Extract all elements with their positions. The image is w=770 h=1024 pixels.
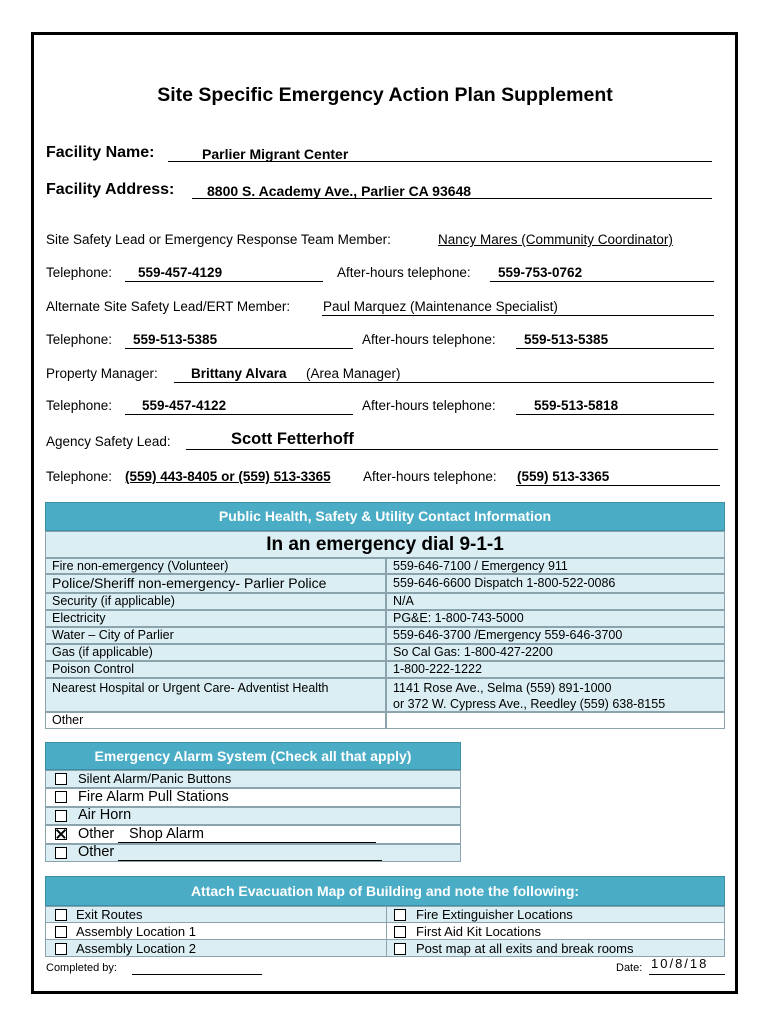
evac-header: Attach Evacuation Map of Building and note the following: (45, 876, 725, 906)
post-map-checkbox[interactable] (394, 943, 406, 955)
silent-alarm-label: Silent Alarm/Panic Buttons (78, 771, 232, 786)
contact-label-gas: Gas (if applicable) (45, 644, 386, 661)
assembly-1-checkbox[interactable] (55, 926, 67, 938)
agency-lead-label: Agency Safety Lead: (46, 434, 171, 449)
agency-tel-label: Telephone: (46, 469, 113, 484)
other-alarm-label-1: Other (78, 826, 115, 842)
contact-label-poison: Poison Control (45, 661, 386, 678)
exit-routes-checkbox[interactable] (55, 909, 67, 921)
alt-lead-label: Alternate Site Safety Lead/ERT Member: (46, 299, 291, 314)
agency-after-field[interactable]: (559) 513-3365 (517, 469, 610, 484)
completed-by-label: Completed by: (46, 962, 117, 974)
agency-after-line (516, 485, 720, 486)
other-alarm-line-1 (118, 842, 376, 843)
alt-after-field[interactable]: 559-513-5385 (524, 332, 609, 347)
agency-lead-field[interactable]: Scott Fetterhoff (231, 430, 354, 448)
fire-extinguisher-label: Fire Extinguisher Locations (416, 907, 573, 922)
pm-tel-field[interactable]: 559-457-4122 (142, 398, 227, 413)
site-lead-tel-line (125, 281, 323, 282)
site-lead-after-field[interactable]: 559-753-0762 (498, 265, 583, 280)
contact-value-other[interactable] (386, 712, 725, 729)
silent-alarm-checkbox[interactable] (55, 773, 67, 785)
alt-tel-line (125, 348, 353, 349)
pull-station-label: Fire Alarm Pull Stations (78, 789, 229, 805)
contact-label-fire: Fire non-emergency (Volunteer) (45, 558, 386, 574)
contact-value-security: N/A (386, 593, 725, 610)
pm-after-field[interactable]: 559-513-5818 (534, 398, 619, 413)
pm-after-label: After-hours telephone: (362, 398, 496, 413)
site-lead-field[interactable]: Nancy Mares (Community Coordinator) (438, 232, 673, 247)
contact-label-electricity: Electricity (45, 610, 386, 627)
assembly-2-label: Assembly Location 2 (76, 941, 196, 956)
agency-after-label: After-hours telephone: (363, 469, 497, 484)
contact-value-hospital (386, 678, 725, 712)
other-alarm-checkbox-checked[interactable] (55, 828, 67, 840)
date-field[interactable]: 10/8/18 (651, 956, 709, 971)
alt-after-line (516, 348, 714, 349)
agency-tel-field[interactable]: (559) 443-8405 or (559) 513-3365 (125, 469, 331, 484)
public-health-header: Public Health, Safety & Utility Contact Information (45, 502, 725, 531)
alt-lead-line (322, 315, 714, 316)
other-alarm-field-1[interactable]: Shop Alarm (129, 826, 204, 842)
site-lead-tel-field[interactable]: 559-457-4129 (138, 265, 223, 280)
assembly-2-checkbox[interactable] (55, 943, 67, 955)
contact-value-poison: 1-800-222-1222 (386, 661, 725, 678)
other-alarm-line-2[interactable] (118, 860, 382, 861)
facility-address-label: Facility Address: (46, 181, 175, 198)
pm-name-field[interactable]: Brittany Alvara (191, 366, 287, 381)
pull-station-checkbox[interactable] (55, 791, 67, 803)
contact-value-police: 559-646-6600 Dispatch 1-800-522-0086 (386, 574, 725, 593)
post-map-label: Post map at all exits and break rooms (416, 941, 634, 956)
site-lead-after-line (490, 281, 714, 282)
contact-label-security: Security (if applicable) (45, 593, 386, 610)
facility-name-field[interactable]: Parlier Migrant Center (202, 146, 349, 162)
contact-value-water: 559-646-3700 /Emergency 559-646-3700 (386, 627, 725, 644)
facility-address-field[interactable]: 8800 S. Academy Ave., Parlier CA 93648 (207, 183, 472, 199)
completed-by-field[interactable] (132, 974, 262, 975)
other-alarm-label-2: Other (78, 844, 115, 860)
contact-label-water: Water – City of Parlier (45, 627, 386, 644)
hospital-line-1: 1141 Rose Ave., Selma (559) 891-1000 (393, 681, 612, 695)
date-label: Date: (616, 962, 643, 974)
air-horn-label: Air Horn (78, 807, 132, 823)
site-lead-tel-label: Telephone: (46, 265, 113, 280)
pm-role-field[interactable]: (Area Manager) (306, 366, 401, 381)
pm-tel-label: Telephone: (46, 398, 113, 413)
site-lead-after-label: After-hours telephone: (337, 265, 471, 280)
assembly-1-label: Assembly Location 1 (76, 924, 196, 939)
alt-after-label: After-hours telephone: (362, 332, 496, 347)
evac-column-divider (386, 906, 387, 957)
pm-line (174, 382, 714, 383)
pm-label: Property Manager: (46, 366, 158, 381)
pm-tel-line (125, 414, 353, 415)
contact-value-electricity: PG&E: 1-800-743-5000 (386, 610, 725, 627)
contact-value-fire: 559-646-7100 / Emergency 911 (386, 558, 725, 574)
alt-tel-field[interactable]: 559-513-5385 (133, 332, 218, 347)
first-aid-label: First Aid Kit Locations (416, 924, 541, 939)
contact-label-other: Other (45, 712, 386, 729)
alarm-header: Emergency Alarm System (Check all that apply) (45, 742, 461, 770)
exit-routes-label: Exit Routes (76, 907, 143, 922)
pm-after-line (516, 414, 714, 415)
air-horn-checkbox[interactable] (55, 810, 67, 822)
alt-lead-field[interactable]: Paul Marquez (Maintenance Specialist) (323, 299, 558, 314)
contact-value-gas: So Cal Gas: 1-800-427-2200 (386, 644, 725, 661)
fire-extinguisher-checkbox[interactable] (394, 909, 406, 921)
alt-tel-label: Telephone: (46, 332, 113, 347)
emergency-dial-banner: In an emergency dial 9-1-1 (45, 531, 725, 558)
date-line (649, 974, 725, 975)
contact-label-police: Police/Sheriff non-emergency- Parlier Police (45, 574, 386, 593)
hospital-line-2: or 372 W. Cypress Ave., Reedley (559) 638-8155 (393, 697, 666, 711)
contact-label-hospital: Nearest Hospital or Urgent Care- Adventist Health (45, 678, 386, 712)
evac-row-1 (45, 906, 725, 923)
facility-name-label: Facility Name: (46, 144, 155, 161)
first-aid-checkbox[interactable] (394, 926, 406, 938)
other-alarm-checkbox-2[interactable] (55, 847, 67, 859)
site-lead-label: Site Safety Lead or Emergency Response Team Member: (46, 232, 391, 247)
agency-lead-line (186, 449, 718, 450)
page-title: Site Specific Emergency Action Plan Supplement (157, 84, 613, 106)
